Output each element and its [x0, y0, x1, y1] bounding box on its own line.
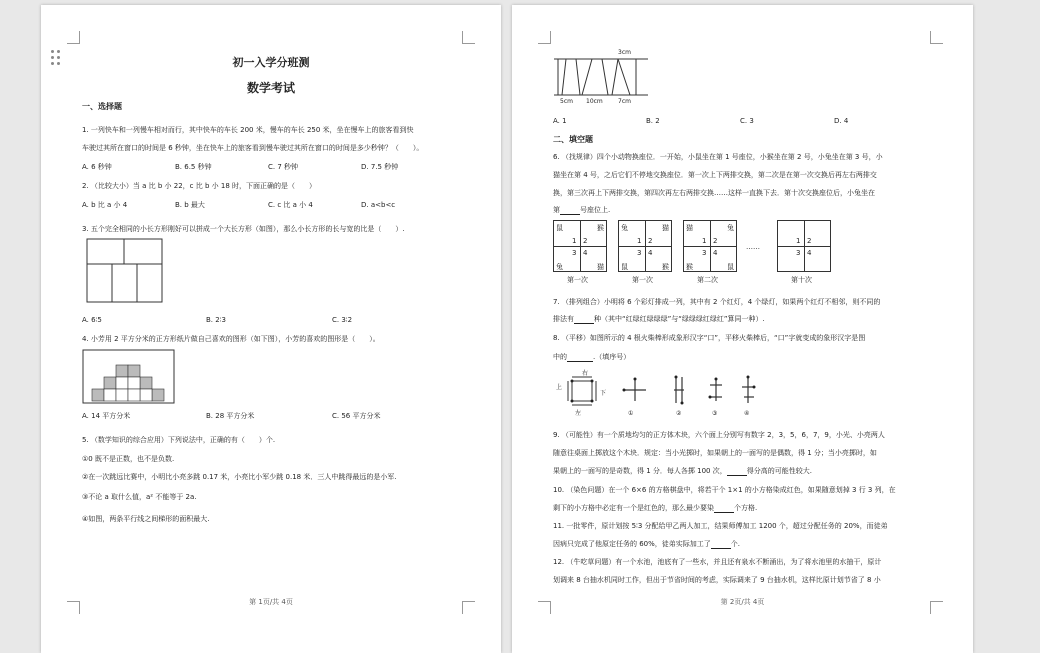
q3-text: 3. 五个完全相同的小长方形刚好可以拼成一个大长方形（如图），那么小长方形的长与宽的比是（ ）.: [82, 225, 405, 233]
matchstick-label-1: ①: [628, 410, 634, 417]
grid3-br: 鼠: [727, 263, 734, 271]
grid2-caption: 第一次: [632, 276, 653, 284]
q6-text: 6. （找规律）四个小动物换座位．一开始，小鼠坐在第 1 号座位，小猴坐在第 2 号，小兔坐在第 3 号，小: [553, 153, 883, 161]
fig-label-5cm: 5cm: [560, 98, 573, 105]
grid10-n4: 4: [807, 249, 812, 257]
grid3-tr: 兔: [727, 224, 734, 232]
q6-text-3: 换，第三次再上下两排交换，第四次再左右两排交换……这样一直换下去．第十次交换座位后，小兔坐在: [553, 189, 875, 197]
fig-label-10cm: 10cm: [586, 98, 603, 105]
q10-text-2: 剩下的小方格中必定有一个是红色的，那么最少要染 个方格.: [553, 504, 758, 512]
q6-answer-blank[interactable]: [560, 207, 580, 215]
grid2-n3: 3: [637, 249, 642, 257]
grid1-bl: 兔: [556, 263, 563, 271]
q7-text-2: 排法有 种（其中“红绿红绿绿绿”与“绿绿绿红绿红”算同一种）.: [553, 315, 765, 323]
matchstick-label-3: ③: [712, 410, 718, 417]
grid2-tl: 兔: [621, 224, 628, 232]
q5-statement-3: ③不论 a 取什么值，a² 不能等于 2a.: [82, 493, 197, 501]
q11-answer-blank[interactable]: [711, 541, 731, 549]
grid1-n1: 1: [572, 237, 577, 245]
q8-text-2: 中的 .（填序号）: [553, 353, 631, 361]
q7-answer-blank[interactable]: [574, 316, 594, 324]
page-footer-1: 第 1页/共 4页: [249, 598, 293, 606]
seat-grid-2: [618, 220, 672, 272]
grid1-br: 猫: [597, 263, 604, 271]
grid3-caption: 第二次: [697, 276, 718, 284]
grid2-n2: 2: [648, 237, 653, 245]
q4-option-b: B. 28 平方分米: [206, 412, 255, 420]
seat-grid-1: [553, 220, 607, 272]
grid1-tl: 鼠: [556, 224, 563, 232]
q9-text-3: 果朝上的一面写的是奇数，得 1 分．每人各掷 100 次， 得分高的可能性较大.: [553, 467, 812, 475]
q10-answer-blank[interactable]: [714, 505, 734, 513]
q3-option-a: A. 6∶5: [82, 316, 102, 324]
crop-mark-top-left: [67, 31, 80, 44]
grid3-n2: 2: [713, 237, 718, 245]
q5-text: 5. （数学知识的综合应用）下列说法中，正确的有（ ）个.: [82, 436, 276, 444]
q4-option-a: A. 14 平方分米: [82, 412, 131, 420]
q1-option-b: B. 6.5 秒钟: [175, 163, 212, 171]
grid1-n2: 2: [583, 237, 588, 245]
q3-rectangle-figure: [86, 238, 164, 304]
fig-label-top: 3cm: [618, 49, 631, 56]
matchstick-label-left: 左: [575, 410, 582, 417]
prev-option-a: A. 1: [553, 117, 567, 125]
grid2-n4: 4: [648, 249, 653, 257]
q9-text-2: 随意往桌面上掷放这个木块．规定：当小光掷时，如果朝上的一面写的是偶数，得 1 分；当小亮掷时，如: [553, 449, 877, 457]
document-page-2: [512, 5, 973, 653]
grid10-n3: 3: [796, 249, 801, 257]
grid1-caption: 第一次: [567, 276, 588, 284]
matchstick-label-4: ④: [744, 410, 750, 417]
q9-text: 9. （可能性）有一个质地均匀的正方体木块，六个面上分别写有数字 2，3，5，6，7，9，小光、小亮两人: [553, 431, 885, 439]
grid2-bl: 鼠: [621, 263, 628, 271]
q11-text-2: 因病只完成了他原定任务的 60%，徒弟实际加工了 个.: [553, 540, 741, 548]
grid-ellipsis: ……: [746, 243, 760, 251]
page-title: 初一入学分班测: [232, 56, 310, 69]
grid3-n4: 4: [713, 249, 718, 257]
q1-option-d: D. 7.5 秒钟: [361, 163, 399, 171]
q3-option-b: B. 2∶3: [206, 316, 226, 324]
q2-option-c: C. c 比 a 小 4: [268, 201, 313, 209]
seat-grid-10: [777, 220, 831, 272]
section-heading-choice: 一、选择题: [82, 102, 122, 111]
q7-text: 7. （排列组合）小明将 6 个彩灯排成一列，其中有 2 个红灯，4 个绿灯，如果两个红灯不相邻，则不同的: [553, 298, 881, 306]
grid1-tr: 猴: [597, 224, 604, 232]
grid2-n1: 1: [637, 237, 642, 245]
q4-text: 4. 小芳用 2 平方分米的正方形纸片做自己喜欢的图形（如下图），小芳的喜欢的图形是（ ）。: [82, 335, 380, 343]
prev-option-b: B. 2: [646, 117, 660, 125]
fig-label-7cm: 7cm: [618, 98, 631, 105]
prev-option-c: C. 3: [740, 117, 754, 125]
q2-option-b: B. b 最大: [175, 201, 205, 209]
grid1-n3: 3: [572, 249, 577, 257]
q3-option-c: C. 3∶2: [332, 316, 353, 324]
q9-answer-blank[interactable]: [727, 468, 747, 476]
q6-text-2: 猫坐在第 4 号，之后它们不停地交换座位．第一次上下两排交换，第二次是在第一次交换后再左右两排交: [553, 171, 877, 179]
q11-text: 11. 一批零件，原计划按 5∶3 分配给甲乙两人加工，结果师傅加工 1200 个，超过分配任务的 20%，而徒弟: [553, 522, 888, 530]
grid10-n2: 2: [807, 237, 812, 245]
grid3-tl: 猫: [686, 224, 693, 232]
q1-text: 1. 一列快车和一列慢车相对而行，其中快车的车长 200 米，慢车的车长 250 米，坐在慢车上的旅客看到快: [82, 126, 414, 134]
q5-statement-2: ②在一次跳远比赛中，小明比小亮多跳 0.17 米，小亮比小军少跳 0.18 米．三人中跳得最远的是小军.: [82, 473, 397, 481]
q1-option-c: C. 7 秒钟: [268, 163, 299, 171]
q4-staircase-figure: [82, 349, 176, 405]
q5-statement-1: ①0 既不是正数，也不是负数.: [82, 455, 175, 463]
grid10-n1: 1: [796, 237, 801, 245]
matchstick-label-up: 上: [556, 384, 563, 391]
q2-option-d: D. a<b<c: [361, 201, 396, 209]
q8-answer-blank[interactable]: [567, 354, 593, 362]
q2-text: 2. （比较大小）当 a 比 b 小 22，c 比 b 小 18 时，下面正确的是（ ）: [82, 182, 316, 190]
matchstick-label-2: ②: [676, 410, 682, 417]
grid2-tr: 猫: [662, 224, 669, 232]
q8-text: 8. （平移）如图所示的 4 根火柴棒形成象形汉字“口”，平移火柴棒后，“口”字就变成的象形汉字是图: [553, 334, 866, 342]
grid3-n3: 3: [702, 249, 707, 257]
q12-text: 12. （牛吃草问题）有一个水池，池底有了一些水，并且还有泉水不断涌出，为了将水池里的水抽干，原计: [553, 558, 882, 566]
grid2-br: 猴: [662, 263, 669, 271]
matchstick-label-right: 右: [582, 370, 589, 377]
crop-mark-top-right: [930, 31, 943, 44]
q12-text-2: 划调来 8 台抽水机同时工作，但出于节省时间的考虑，实际调来了 9 台抽水机，这样比原计划节省了 8 小: [553, 576, 881, 584]
page-subtitle: 数学考试: [246, 81, 295, 95]
section-heading-fill: 二、填空题: [553, 135, 593, 144]
document-page-1: [41, 5, 501, 653]
grid1-n4: 4: [583, 249, 588, 257]
q10-text: 10. （染色问题）在一个 6×6 的方格棋盘中，将若干个 1×1 的小方格染成红色，如果随意划掉 3 行 3 列，在: [553, 486, 896, 494]
q6-text-4: 第 号座位上.: [553, 206, 611, 214]
page-footer-2: 第 2页/共 4页: [720, 598, 765, 606]
grid10-caption: 第十次: [791, 276, 812, 284]
q2-option-a: A. b 比 a 小 4: [82, 201, 128, 209]
crop-mark-top-right: [462, 31, 475, 44]
q1-text-2: 车驶过其所在窗口的时间是 6 秒钟，坐在快车上的旅客看到慢车驶过其所在窗口的时间是多少秒钟？（ ）。: [82, 144, 424, 152]
grid3-bl: 猴: [686, 263, 693, 271]
q4-option-c: C. 56 平方分米: [332, 412, 381, 420]
grid3-n1: 1: [702, 237, 707, 245]
matchstick-label-down: 下: [600, 390, 607, 397]
q1-option-a: A. 6 秒钟: [82, 163, 112, 171]
crop-mark-top-left: [538, 31, 551, 44]
seat-grid-3: [683, 220, 737, 272]
prev-option-d: D. 4: [834, 117, 849, 125]
q5-statement-4: ④如图，两条平行线之间梯形的面积最大.: [82, 515, 210, 523]
